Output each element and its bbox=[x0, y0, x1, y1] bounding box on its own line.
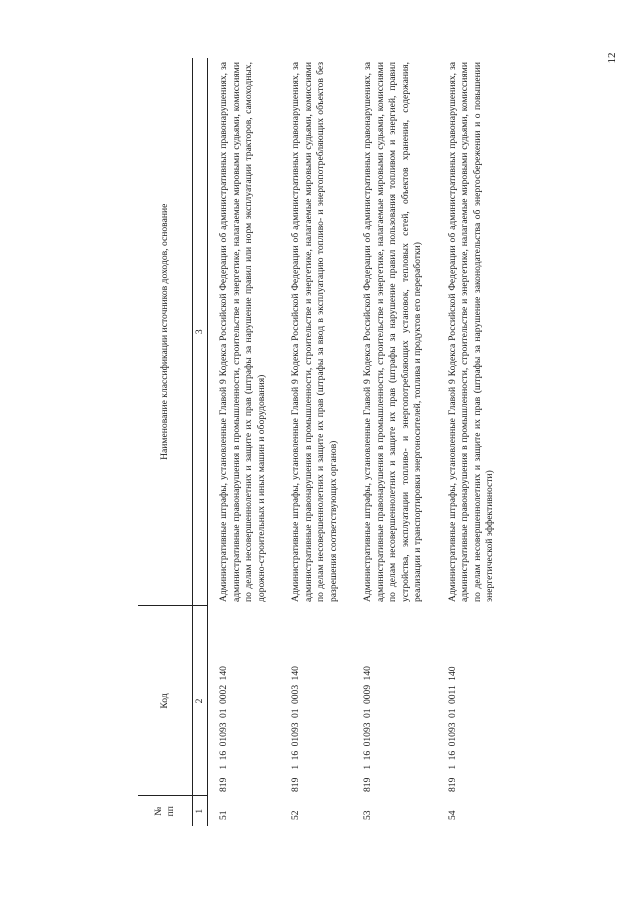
kbk-code: 1 16 01093 01 0011 140 bbox=[446, 666, 458, 770]
table-row bbox=[437, 58, 509, 826]
column-number-row bbox=[193, 58, 208, 826]
row-description: Административные штрафы, установленные Главой 9 Кодекса Российской Федерации об административных правонарушениях, за административные правонарушения в промышленности, строительстве и энергетике, налагаемые мировыми судьями, комиссиями по делам несовершеннолетних и защите их прав (штрафы за нарушение правил или норм эксплуатации тракторов, самоходных, дорожно-строительных и иных машин и оборудования) bbox=[218, 62, 267, 602]
row-number: 52 bbox=[290, 810, 301, 820]
admin-code: 819 bbox=[290, 777, 301, 792]
column-number: 1 bbox=[193, 796, 208, 826]
revenue-classification-table bbox=[138, 58, 509, 826]
table-row bbox=[352, 58, 437, 826]
kbk-code: 1 16 01093 01 0009 140 bbox=[362, 666, 373, 770]
kbk-code: 1 16 01093 01 0002 140 bbox=[218, 666, 229, 770]
row-code bbox=[280, 606, 352, 796]
admin-code: 819 bbox=[362, 777, 373, 792]
page-number: 12 bbox=[606, 52, 618, 64]
row-code bbox=[437, 606, 509, 796]
row-description: Административные штрафы, установленные Главой 9 Кодекса Российской Федерации об административных правонарушениях, за административные правонарушения в промышленности, строительстве и энергетике, налагаемые мировыми судьями, комиссиями по делам несовершеннолетних и защите их прав (штрафы за ввод в эксплуатацию топливо- и энергопотребляющих объектов без разрешения соответствующих органов) bbox=[290, 62, 339, 602]
header-name: Наименование классификации источников доходов, основание bbox=[138, 58, 193, 606]
table-row bbox=[280, 58, 352, 826]
admin-code: 819 bbox=[446, 777, 458, 792]
rotated-page-content bbox=[40, 52, 600, 852]
row-code bbox=[208, 606, 281, 796]
row-number: 53 bbox=[362, 810, 373, 820]
row-description: Административные штрафы, установленные Главой 9 Кодекса Российской Федерации об административных правонарушениях, за административные правонарушения в промышленности, строительстве и энергетике, налагаемые мировыми судьями, комиссиями по делам несовершеннолетних и защите их прав (штрафы за нарушение правил пользования топливом и энергией, правил устройства, эксплуатации топливо- и энергопотребляющих установок, тепловых сетей, объектов хранения, содержания, реализации и транспортировки энергоносителей, топлива и продуктов его переработки) bbox=[362, 62, 423, 602]
table-row bbox=[208, 58, 281, 826]
column-number: 2 bbox=[193, 606, 208, 796]
header-num: № пп bbox=[138, 796, 193, 826]
column-number: 3 bbox=[193, 58, 208, 606]
row-number: 51 bbox=[218, 810, 229, 820]
table-header-row bbox=[138, 58, 193, 826]
row-description: Административные штрафы, установленные Главой 9 Кодекса Российской Федерации об административных правонарушениях, за административные правонарушения в промышленности, строительстве и энергетике, налагаемые мировыми судьями, комиссиями по делам несовершеннолетних и защите их прав (штрафы за нарушение законодательства об энергосбережении и о повышении энергетической эффективности) bbox=[446, 62, 495, 602]
admin-code: 819 bbox=[218, 777, 229, 792]
header-code: Код bbox=[138, 606, 193, 796]
row-code bbox=[352, 606, 437, 796]
row-number: 54 bbox=[446, 810, 458, 820]
kbk-code: 1 16 01093 01 0003 140 bbox=[290, 666, 301, 770]
